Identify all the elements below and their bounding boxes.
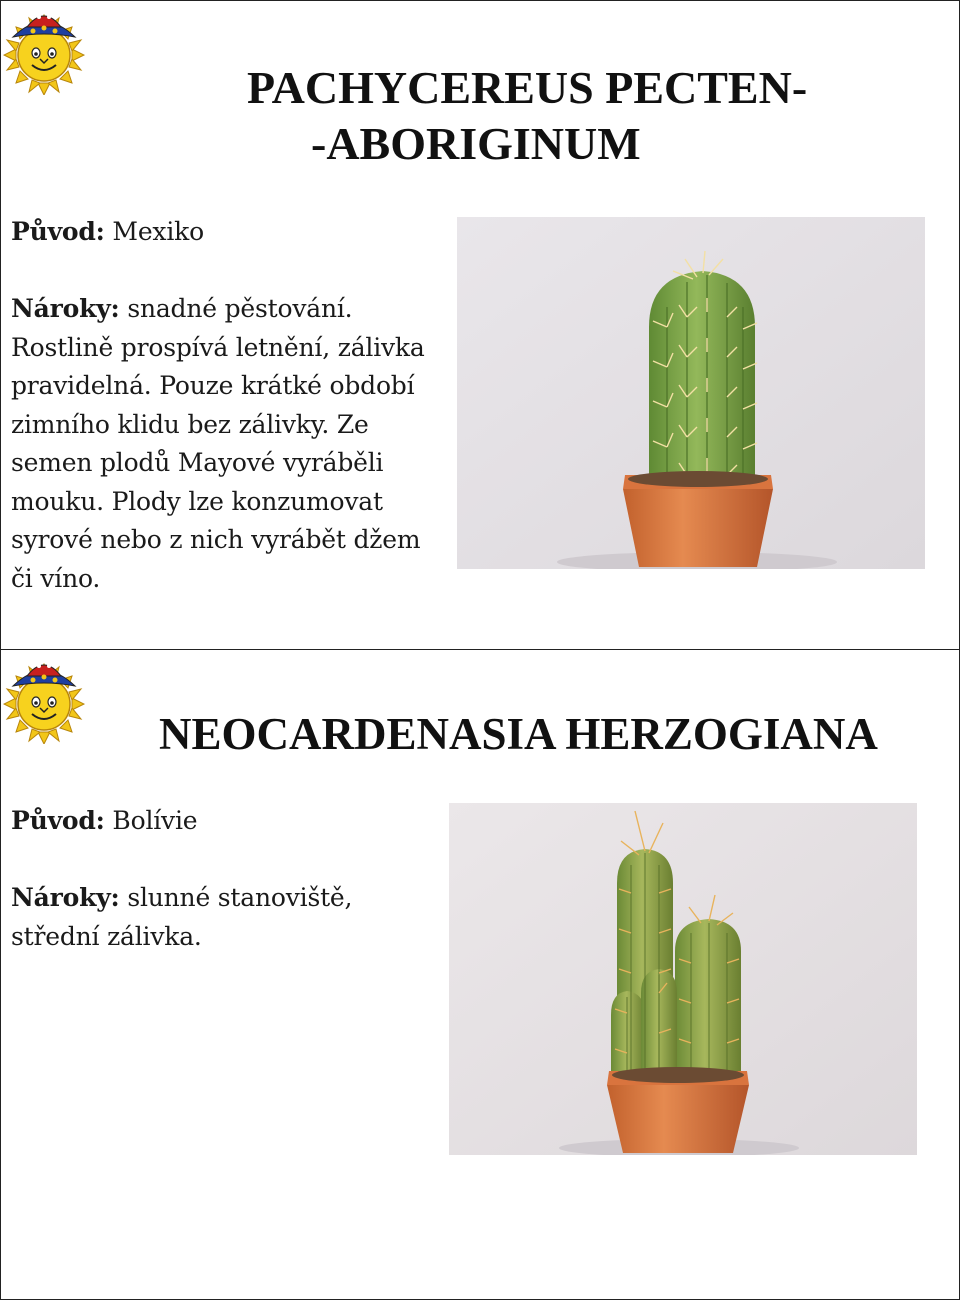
sun-mascot-logo-icon bbox=[3, 3, 85, 95]
origin-label: Původ: bbox=[11, 217, 105, 246]
origin-label: Původ: bbox=[11, 806, 105, 835]
cactus-photo bbox=[449, 803, 917, 1155]
plant-title-line-2: -ABORIGINUM bbox=[311, 118, 641, 169]
plant-title: NEOCARDENASIA HERZOGIANA bbox=[159, 709, 878, 759]
origin-text bbox=[11, 802, 197, 841]
needs-text bbox=[11, 879, 431, 956]
origin-value: Bolívie bbox=[104, 806, 198, 835]
needs-label: Nároky: bbox=[11, 883, 120, 912]
needs-description: snadné pěstování. Rostlině prospívá letnění, zálivka pravidelná. Pouze krátké období zimního klidu bez zálivky. Ze semen plodů Mayové vyráběli mouku. Plody lze konzumovat syrové nebo z nich vyrábět džem či víno. bbox=[11, 294, 425, 593]
origin-text bbox=[11, 213, 204, 252]
needs-description: slunné stanoviště, střední zálivka. bbox=[11, 883, 353, 951]
cactus-photo bbox=[457, 217, 925, 569]
plant-title-line-1: PACHYCEREUS PECTEN- bbox=[247, 62, 808, 113]
origin-value: Mexiko bbox=[104, 217, 204, 246]
needs-text bbox=[11, 290, 441, 598]
sun-mascot-logo-icon bbox=[3, 652, 85, 744]
plant-card-neocardenasia bbox=[1, 650, 959, 1299]
needs-label: Nároky: bbox=[11, 294, 120, 323]
plant-card-pachycereus bbox=[1, 1, 959, 650]
